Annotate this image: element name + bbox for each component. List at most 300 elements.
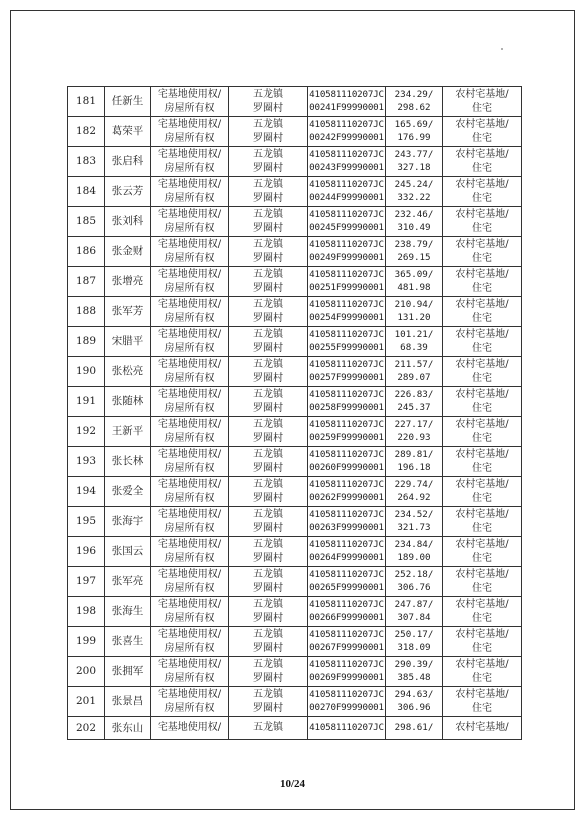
cell-use (443, 447, 522, 477)
cell-line: 住宅 (472, 162, 492, 174)
cell-town (229, 567, 308, 597)
cell-name: 张云芳 (105, 177, 151, 207)
cell-line: 农村宅基地/ (455, 419, 509, 430)
table-row (68, 447, 522, 477)
cell-line: 410581110207JC (309, 721, 384, 733)
cell-line: 宅基地使用权/ (157, 359, 222, 370)
cell-line: 306.96 (397, 701, 431, 713)
cell-code (308, 327, 386, 357)
cell-area (386, 537, 443, 567)
cell-line: 306.76 (397, 581, 431, 593)
cell-town (229, 597, 308, 627)
cell-line: 宅基地使用权/ (157, 89, 222, 100)
cell-line: 住宅 (472, 552, 492, 564)
cell-no: 183 (68, 147, 105, 177)
cell-line: 住宅 (472, 582, 492, 594)
cell-line: 五龙镇 (253, 449, 283, 460)
cell-line: 住宅 (472, 192, 492, 204)
table-row (68, 237, 522, 267)
cell-name: 张增亮 (105, 267, 151, 297)
cell-line: 住宅 (472, 432, 492, 444)
table-row (68, 627, 522, 657)
cell-line: 410581110207JC (309, 659, 384, 671)
cell-line: 农村宅基地/ (455, 359, 509, 370)
cell-line: 房屋所有权 (164, 582, 215, 594)
cell-line: 房屋所有权 (164, 522, 215, 534)
cell-line: 00257F99990001 (309, 371, 384, 383)
cell-no: 196 (68, 537, 105, 567)
cell-use (443, 327, 522, 357)
cell-town (229, 117, 308, 147)
cell-line: 410581110207JC (309, 149, 384, 161)
cell-line: 房屋所有权 (164, 432, 215, 444)
cell-line: 罗圈村 (253, 192, 283, 204)
cell-right-type (151, 507, 229, 537)
cell-town (229, 297, 308, 327)
cell-line: 101.21/ (394, 329, 434, 341)
cell-line: 农村宅基地/ (455, 269, 509, 280)
cell-use (443, 297, 522, 327)
cell-line: 住宅 (472, 522, 492, 534)
cell-right-type (151, 567, 229, 597)
cell-right-type (151, 147, 229, 177)
cell-line: 房屋所有权 (164, 252, 215, 264)
cell-code (308, 417, 386, 447)
cell-line: 00266F99990001 (309, 611, 384, 623)
cell-line: 宅基地使用权/ (157, 509, 222, 520)
cell-right-type (151, 447, 229, 477)
cell-line: 宅基地使用权/ (157, 722, 222, 734)
table-row (68, 327, 522, 357)
cell-line: 410581110207JC (309, 419, 384, 431)
cell-line: 房屋所有权 (164, 282, 215, 294)
cell-use (443, 657, 522, 687)
cell-line: 176.99 (397, 131, 431, 143)
cell-code (308, 477, 386, 507)
cell-line: 00269F99990001 (309, 671, 384, 683)
cell-line: 罗圈村 (253, 462, 283, 474)
cell-line: 住宅 (472, 402, 492, 414)
cell-line: 罗圈村 (253, 402, 283, 414)
cell-line: 罗圈村 (253, 372, 283, 384)
cell-no: 202 (68, 717, 105, 740)
cell-line: 243.77/ (394, 149, 434, 161)
table-row (68, 297, 522, 327)
cell-use (443, 387, 522, 417)
cell-use (443, 717, 522, 740)
cell-name: 张长林 (105, 447, 151, 477)
cell-use (443, 177, 522, 207)
cell-area (386, 237, 443, 267)
cell-name: 张景昌 (105, 687, 151, 717)
table-row (68, 177, 522, 207)
cell-line: 罗圈村 (253, 222, 283, 234)
cell-line: 226.83/ (394, 389, 434, 401)
cell-town (229, 687, 308, 717)
cell-name: 宋腊平 (105, 327, 151, 357)
cell-right-type (151, 687, 229, 717)
cell-line: 房屋所有权 (164, 492, 215, 504)
cell-code (308, 297, 386, 327)
cell-line: 住宅 (472, 222, 492, 234)
cell-area (386, 267, 443, 297)
cell-town (229, 417, 308, 447)
cell-line: 房屋所有权 (164, 162, 215, 174)
cell-line: 罗圈村 (253, 132, 283, 144)
cell-line: 五龙镇 (253, 389, 283, 400)
cell-line: 五龙镇 (253, 689, 283, 700)
cell-no: 197 (68, 567, 105, 597)
cell-right-type (151, 117, 229, 147)
cell-use (443, 87, 522, 117)
cell-line: 00241F99990001 (309, 101, 384, 113)
cell-line: 310.49 (397, 221, 431, 233)
cell-no: 194 (68, 477, 105, 507)
cell-line: 232.46/ (394, 209, 434, 221)
cell-line: 住宅 (472, 702, 492, 714)
cell-line: 罗圈村 (253, 312, 283, 324)
cell-line: 农村宅基地/ (455, 479, 509, 490)
cell-right-type (151, 177, 229, 207)
cell-no: 189 (68, 327, 105, 357)
cell-area (386, 87, 443, 117)
cell-line: 住宅 (472, 672, 492, 684)
cell-line: 宅基地使用权/ (157, 209, 222, 220)
cell-line: 罗圈村 (253, 102, 283, 114)
cell-line: 264.92 (397, 491, 431, 503)
cell-right-type (151, 417, 229, 447)
cell-line: 宅基地使用权/ (157, 419, 222, 430)
cell-line: 住宅 (472, 372, 492, 384)
cell-use (443, 537, 522, 567)
cell-line: 211.57/ (394, 359, 434, 371)
cell-use (443, 357, 522, 387)
cell-line: 234.84/ (394, 539, 434, 551)
table-row (68, 357, 522, 387)
cell-line: 196.18 (397, 461, 431, 473)
cell-name: 任新生 (105, 87, 151, 117)
cell-line: 五龙镇 (253, 149, 283, 160)
cell-line: 五龙镇 (253, 269, 283, 280)
table-row (68, 717, 522, 740)
cell-code (308, 447, 386, 477)
cell-name: 张海宇 (105, 507, 151, 537)
cell-line: 290.39/ (394, 659, 434, 671)
cell-area (386, 687, 443, 717)
cell-right-type (151, 297, 229, 327)
cell-line: 住宅 (472, 492, 492, 504)
cell-line: 00251F99990001 (309, 281, 384, 293)
cell-area (386, 597, 443, 627)
cell-line: 00264F99990001 (309, 551, 384, 563)
cell-no: 182 (68, 117, 105, 147)
table-row (68, 417, 522, 447)
cell-line: 318.09 (397, 641, 431, 653)
cell-line: 住宅 (472, 612, 492, 624)
cell-line: 宅基地使用权/ (157, 659, 222, 670)
cell-line: 00260F99990001 (309, 461, 384, 473)
cell-code (308, 177, 386, 207)
cell-area (386, 387, 443, 417)
cell-area (386, 297, 443, 327)
table-body (68, 87, 522, 740)
cell-line: 234.52/ (394, 509, 434, 521)
table-row (68, 687, 522, 717)
cell-no: 188 (68, 297, 105, 327)
cell-line: 00245F99990001 (309, 221, 384, 233)
cell-line: 00265F99990001 (309, 581, 384, 593)
cell-line: 住宅 (472, 102, 492, 114)
cell-line: 131.20 (397, 311, 431, 323)
cell-use (443, 627, 522, 657)
cell-area (386, 147, 443, 177)
cell-line: 五龙镇 (253, 629, 283, 640)
cell-line: 410581110207JC (309, 389, 384, 401)
table-row (68, 267, 522, 297)
cell-code (308, 537, 386, 567)
cell-line: 罗圈村 (253, 252, 283, 264)
cell-town (229, 177, 308, 207)
cell-code (308, 357, 386, 387)
cell-name: 王新平 (105, 417, 151, 447)
cell-code (308, 687, 386, 717)
cell-line: 五龙镇 (253, 722, 283, 734)
cell-line: 宅基地使用权/ (157, 149, 222, 160)
cell-code (308, 507, 386, 537)
cell-line: 410581110207JC (309, 299, 384, 311)
cell-use (443, 117, 522, 147)
cell-town (229, 357, 308, 387)
cell-line: 农村宅基地/ (455, 689, 509, 700)
cell-line: 农村宅基地/ (455, 629, 509, 640)
cell-line: 农村宅基地/ (455, 569, 509, 580)
cell-right-type (151, 87, 229, 117)
cell-code (308, 87, 386, 117)
cell-line: 罗圈村 (253, 492, 283, 504)
cell-line: 罗圈村 (253, 522, 283, 534)
cell-line: 247.87/ (394, 599, 434, 611)
cell-line: 220.93 (397, 431, 431, 443)
cell-line: 00249F99990001 (309, 251, 384, 263)
cell-no: 195 (68, 507, 105, 537)
cell-town (229, 717, 308, 740)
cell-code (308, 597, 386, 627)
cell-use (443, 597, 522, 627)
cell-line: 宅基地使用权/ (157, 329, 222, 340)
cell-line: 农村宅基地/ (455, 509, 509, 520)
cell-right-type (151, 657, 229, 687)
cell-line: 宅基地使用权/ (157, 239, 222, 250)
cell-line: 房屋所有权 (164, 312, 215, 324)
cell-no: 185 (68, 207, 105, 237)
scan-speck (501, 48, 503, 50)
cell-area (386, 567, 443, 597)
cell-line: 住宅 (472, 342, 492, 354)
cell-no: 193 (68, 447, 105, 477)
cell-name: 张爱全 (105, 477, 151, 507)
cell-code (308, 207, 386, 237)
cell-line: 农村宅基地/ (455, 539, 509, 550)
cell-code (308, 717, 386, 740)
cell-line: 227.17/ (394, 419, 434, 431)
cell-town (229, 207, 308, 237)
cell-no: 192 (68, 417, 105, 447)
cell-line: 罗圈村 (253, 552, 283, 564)
cell-no: 200 (68, 657, 105, 687)
cell-line: 410581110207JC (309, 689, 384, 701)
cell-name: 张军芳 (105, 297, 151, 327)
cell-line: 327.18 (397, 161, 431, 173)
cell-area (386, 477, 443, 507)
cell-line: 五龙镇 (253, 179, 283, 190)
cell-line: 00263F99990001 (309, 521, 384, 533)
cell-line: 294.63/ (394, 689, 434, 701)
cell-use (443, 147, 522, 177)
cell-line: 农村宅基地/ (455, 722, 509, 734)
cell-line: 罗圈村 (253, 642, 283, 654)
cell-code (308, 267, 386, 297)
cell-code (308, 117, 386, 147)
cell-line: 410581110207JC (309, 539, 384, 551)
cell-line: 410581110207JC (309, 509, 384, 521)
cell-line: 住宅 (472, 462, 492, 474)
cell-right-type (151, 597, 229, 627)
cell-line: 五龙镇 (253, 599, 283, 610)
cell-right-type (151, 477, 229, 507)
cell-line: 250.17/ (394, 629, 434, 641)
cell-area (386, 357, 443, 387)
cell-use (443, 207, 522, 237)
cell-line: 罗圈村 (253, 342, 283, 354)
cell-name: 张军亮 (105, 567, 151, 597)
cell-town (229, 87, 308, 117)
cell-town (229, 387, 308, 417)
cell-line: 五龙镇 (253, 419, 283, 430)
cell-use (443, 477, 522, 507)
cell-line: 410581110207JC (309, 599, 384, 611)
cell-no: 181 (68, 87, 105, 117)
cell-line: 410581110207JC (309, 329, 384, 341)
cell-area (386, 447, 443, 477)
cell-line: 房屋所有权 (164, 132, 215, 144)
cell-line: 00254F99990001 (309, 311, 384, 323)
cell-name: 张随林 (105, 387, 151, 417)
cell-line: 00243F99990001 (309, 161, 384, 173)
cell-right-type (151, 267, 229, 297)
cell-town (229, 507, 308, 537)
cell-line: 365.09/ (394, 269, 434, 281)
cell-line: 房屋所有权 (164, 342, 215, 354)
cell-line: 宅基地使用权/ (157, 689, 222, 700)
cell-line: 410581110207JC (309, 89, 384, 101)
cell-line: 410581110207JC (309, 359, 384, 371)
cell-area (386, 717, 443, 740)
cell-right-type (151, 717, 229, 740)
cell-line: 宅基地使用权/ (157, 269, 222, 280)
cell-line: 410581110207JC (309, 209, 384, 221)
cell-use (443, 267, 522, 297)
cell-line: 农村宅基地/ (455, 659, 509, 670)
cell-line: 481.98 (397, 281, 431, 293)
cell-code (308, 657, 386, 687)
cell-line: 00255F99990001 (309, 341, 384, 353)
cell-line: 00262F99990001 (309, 491, 384, 503)
cell-area (386, 507, 443, 537)
cell-name: 张东山 (105, 717, 151, 740)
cell-area (386, 327, 443, 357)
cell-line: 农村宅基地/ (455, 119, 509, 130)
cell-use (443, 687, 522, 717)
cell-line: 298.62 (397, 101, 431, 113)
cell-right-type (151, 357, 229, 387)
cell-line: 房屋所有权 (164, 462, 215, 474)
cell-line: 农村宅基地/ (455, 299, 509, 310)
cell-line: 289.81/ (394, 449, 434, 461)
cell-code (308, 237, 386, 267)
cell-line: 农村宅基地/ (455, 149, 509, 160)
cell-line: 234.29/ (394, 89, 434, 101)
cell-no: 198 (68, 597, 105, 627)
cell-line: 宅基地使用权/ (157, 449, 222, 460)
cell-line: 410581110207JC (309, 569, 384, 581)
cell-line: 165.69/ (394, 119, 434, 131)
cell-line: 五龙镇 (253, 329, 283, 340)
table-row (68, 597, 522, 627)
cell-right-type (151, 387, 229, 417)
cell-town (229, 447, 308, 477)
cell-name: 张启科 (105, 147, 151, 177)
cell-name: 张国云 (105, 537, 151, 567)
cell-code (308, 147, 386, 177)
cell-line: 五龙镇 (253, 539, 283, 550)
cell-area (386, 177, 443, 207)
cell-line: 五龙镇 (253, 239, 283, 250)
cell-no: 191 (68, 387, 105, 417)
cell-line: 房屋所有权 (164, 642, 215, 654)
cell-line: 68.39 (400, 341, 428, 353)
cell-town (229, 537, 308, 567)
cell-line: 00258F99990001 (309, 401, 384, 413)
cell-line: 房屋所有权 (164, 402, 215, 414)
cell-town (229, 267, 308, 297)
cell-line: 385.48 (397, 671, 431, 683)
cell-line: 农村宅基地/ (455, 209, 509, 220)
cell-line: 宅基地使用权/ (157, 299, 222, 310)
cell-use (443, 507, 522, 537)
cell-code (308, 567, 386, 597)
cell-no: 184 (68, 177, 105, 207)
cell-line: 罗圈村 (253, 282, 283, 294)
cell-code (308, 387, 386, 417)
cell-name: 张松亮 (105, 357, 151, 387)
cell-line: 289.07 (397, 371, 431, 383)
cell-no: 186 (68, 237, 105, 267)
cell-town (229, 237, 308, 267)
cell-line: 410581110207JC (309, 239, 384, 251)
cell-use (443, 567, 522, 597)
cell-line: 252.18/ (394, 569, 434, 581)
cell-line: 宅基地使用权/ (157, 389, 222, 400)
cell-line: 269.15 (397, 251, 431, 263)
cell-right-type (151, 627, 229, 657)
cell-line: 宅基地使用权/ (157, 539, 222, 550)
cell-area (386, 117, 443, 147)
cell-line: 五龙镇 (253, 659, 283, 670)
cell-line: 罗圈村 (253, 582, 283, 594)
page-number: 10/24 (279, 778, 306, 790)
cell-line: 307.84 (397, 611, 431, 623)
cell-line: 宅基地使用权/ (157, 179, 222, 190)
